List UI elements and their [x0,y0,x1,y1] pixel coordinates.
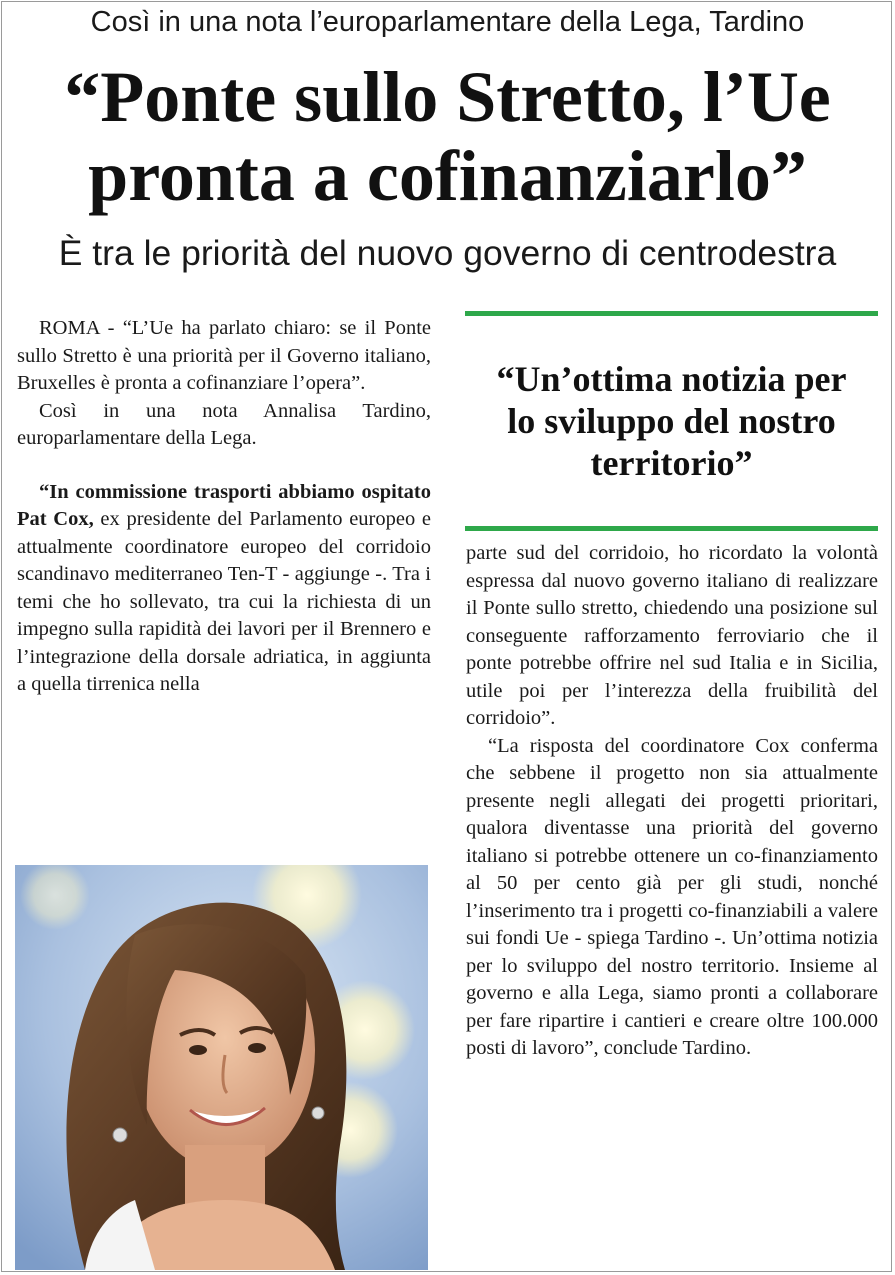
quote-lead-bold: “In commissione trasporti abbiamo ospitato Pat Cox, [17,480,431,530]
paragraph-quote [17,479,431,699]
pull-quote-box [465,311,878,531]
paragraph-source: Così in una nota Annalisa Tardino, europarlamentare della Lega. [17,399,431,449]
right-column [466,540,878,1063]
paragraph-gap [17,453,431,479]
left-column [17,315,431,699]
portrait-illustration [15,865,428,1270]
portrait-photo [15,865,428,1270]
article-headline: “Ponte sullo Stretto, l’Ue pronta a cofinanziarlo” [64,57,831,216]
quote-lead-rest: ex presidente del Parlamento europeo e attualmente coordinatore europeo del corridoio scandinavo mediterraneo Ten-T - aggiunge -. Tra i temi che ho sollevato, tra cui la richiesta di un impegno sulla rapidità dei lavori per il Brennero e l’integrazione della dorsale adriatica, in aggiunta a quella tirrenica nella [17,508,432,695]
paragraph-continuation: parte sud del corridoio, ho ricordato la volontà espressa dal nuovo governo italiano di realizzare il Ponte sullo stretto, chiedendo una posizione sul conseguente rafforzamento ferroviario che il ponte potrebbe offrire nel sud Italia e in Sicilia, utile poi per l’interezza della fruibilità del corridoio”. [466,542,878,729]
paragraph-intro: ROMA - “L’Ue ha parlato chiaro: se il Ponte sullo Stretto è una priorità per il Governo italiano, Bruxelles è pronta a cofinanziare l’opera”. [17,317,431,394]
pull-quote-text: “Un’ottima notizia per lo sviluppo del nostro territorio” [496,359,847,483]
article-kicker: Così in una nota l’europarlamentare della Lega, Tardino [90,6,805,38]
article-subhead: È tra le priorità del nuovo governo di centrodestra [58,233,837,273]
paragraph-response: “La risposta del coordinatore Cox conferma che sebbene il progetto non sia attualmente presente negli allegati dei progetti prioritari, qualora diventasse una priorità del governo italiano si potrebbe ottenere un co-finanziamento al 50 per cento già per gli studi, nonché l’inserimento tra i progetti co-finanziabili a valere sui fondi Ue - spiega Tardino -. Un’ottima notizia per lo sviluppo del nostro territorio. Insieme al governo e alla Lega, siamo pronti a collaborare per fare ripartire i cantieri e creare oltre 100.000 posti di lavoro”, conclude Tardino. [466,734,878,1059]
